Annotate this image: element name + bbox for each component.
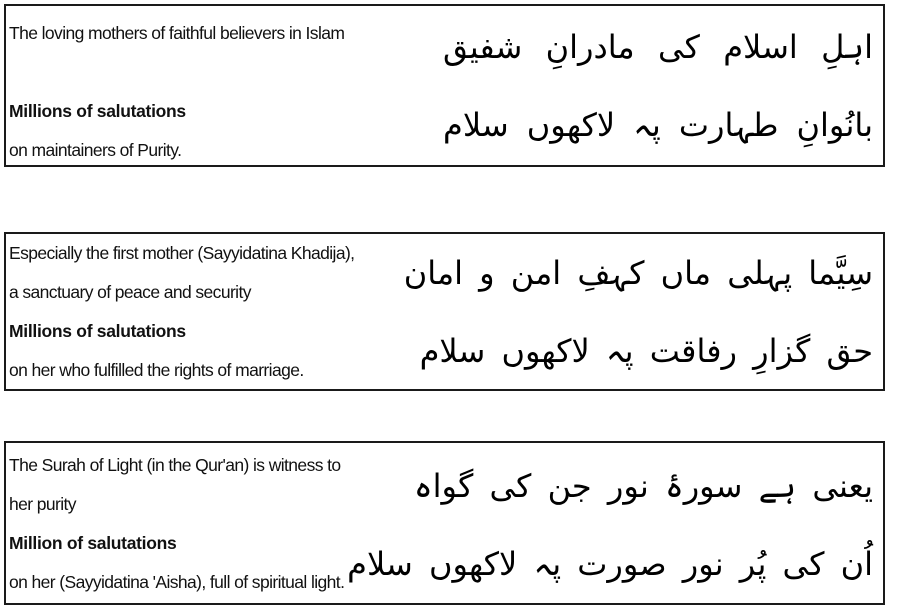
urdu-line: بانُوانِ طہارت پہ لاکھوں سلام xyxy=(443,106,873,144)
english-line: her purity xyxy=(9,494,76,514)
stanza-3 xyxy=(4,441,885,605)
english-line: on her (Sayyidatina 'Aisha), full of spiritual light. xyxy=(9,572,345,592)
urdu-line: حق گزارِ رفاقت پہ لاکھوں سلام xyxy=(419,332,873,370)
english-line: Especially the first mother (Sayyidatina Khadija), xyxy=(9,243,355,263)
urdu-line: اُن کی پُر نور صورت پہ لاکھوں سلام xyxy=(347,545,873,583)
english-line: on maintainers of Purity. xyxy=(9,140,182,160)
salutation-heading: Million of salutations xyxy=(9,533,177,553)
urdu-verse xyxy=(347,447,873,603)
stanza-2 xyxy=(4,232,885,391)
english-line: on her who fulfilled the rights of marriage. xyxy=(9,360,304,380)
english-line: The loving mothers of faithful believers in Islam xyxy=(9,23,345,43)
urdu-line: سِیَّما پہلی ماں کہفِ امن و امان xyxy=(403,254,873,292)
urdu-line: یعنی ہے سورۂ نور جن کی گواہ xyxy=(413,467,873,505)
urdu-line: اہلِ اسلام کی مادرانِ شفیق xyxy=(443,28,873,66)
english-translation xyxy=(9,234,449,390)
urdu-verse xyxy=(443,8,873,164)
salutation-heading: Millions of salutations xyxy=(9,101,186,121)
english-line: a sanctuary of peace and security xyxy=(9,282,251,302)
salutation-heading: Millions of salutations xyxy=(9,321,186,341)
stanza-1 xyxy=(4,4,885,167)
english-translation xyxy=(9,14,449,170)
english-line: The Surah of Light (in the Qur'an) is witness to xyxy=(9,455,341,475)
english-line xyxy=(9,53,449,92)
urdu-verse xyxy=(403,234,873,390)
